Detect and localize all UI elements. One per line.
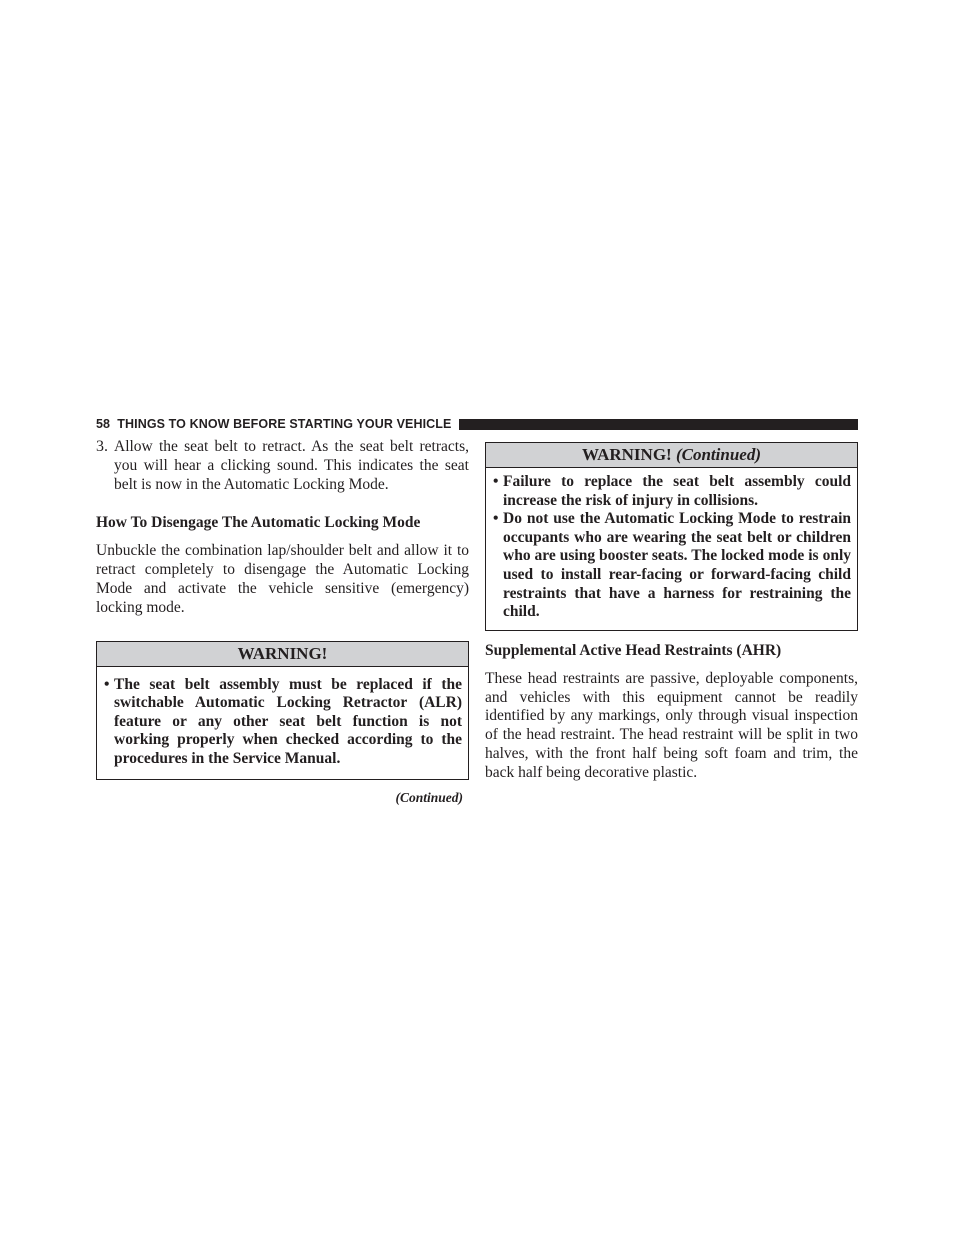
disengage-subhead: How To Disengage The Automatic Locking Mode (96, 514, 421, 532)
step-number: 3. (96, 438, 108, 455)
warning-title (97, 642, 468, 667)
left-column (96, 438, 469, 806)
bullet-text: Failure to replace the seat belt assembly could increase the risk of injury in collisions. (503, 473, 851, 509)
warning-body (486, 468, 857, 630)
warning-bullet (493, 510, 851, 622)
warning-box-left (96, 641, 469, 780)
warning-title-continued (486, 443, 857, 468)
warning-bullet (493, 473, 851, 510)
bullet-dot: • (104, 675, 110, 693)
warning-bullet (104, 676, 462, 769)
page-number: 58 (96, 417, 111, 431)
warning-title-text: WARNING! (581, 445, 672, 464)
bullet-dot: • (493, 473, 499, 490)
page-header (96, 417, 858, 431)
warning-continued-suffix: (Continued) (675, 445, 761, 464)
continued-label: (Continued) (395, 789, 463, 805)
step-text: Allow the seat belt to retract. As the seat belt retracts, you will hear a clicking sound. This indicates the seat belt is now in the Automatic Locking Mode. (114, 438, 469, 493)
bullet-text: The seat belt assembly must be replaced if the switchable Automatic Locking Retractor (ALR) feature or any other seat belt function is not working properly when checked according to the procedures in the Service Manual. (114, 675, 462, 767)
right-column (485, 442, 858, 783)
warning-box-right (485, 442, 858, 631)
disengage-paragraph: Unbuckle the combination lap/shoulder belt and allow it to retract completely to disengage the Automatic Locking Mode and activate the vehicle sensitive (emergency) locking mode. (96, 542, 469, 616)
header-rule-bar (459, 419, 858, 430)
step-3 (96, 438, 469, 494)
bullet-dot: • (493, 510, 499, 528)
warning-body (97, 667, 468, 779)
warning-title-text: WARNING! (237, 643, 328, 663)
page-header-text (96, 417, 451, 431)
bullet-text: Do not use the Automatic Locking Mode to restrain occupants who are wearing the seat belt or children who are using booster seats. The locked mode is only used to install rear-facing or forward-facing child restraints that have a harness for restraining the child. (503, 510, 851, 621)
section-title: THINGS TO KNOW BEFORE STARTING YOUR VEHICLE (117, 417, 452, 431)
ahr-subhead: Supplemental Active Head Restraints (AHR) (485, 641, 782, 659)
ahr-paragraph: These head restraints are passive, deployable components, and vehicles with this equipment cannot be readily identified by any markings, only through visual inspection of the head restraint. The head restraint will be split in two halves, with the front half being soft foam and trim, the back half being decorative plastic. (485, 669, 858, 781)
